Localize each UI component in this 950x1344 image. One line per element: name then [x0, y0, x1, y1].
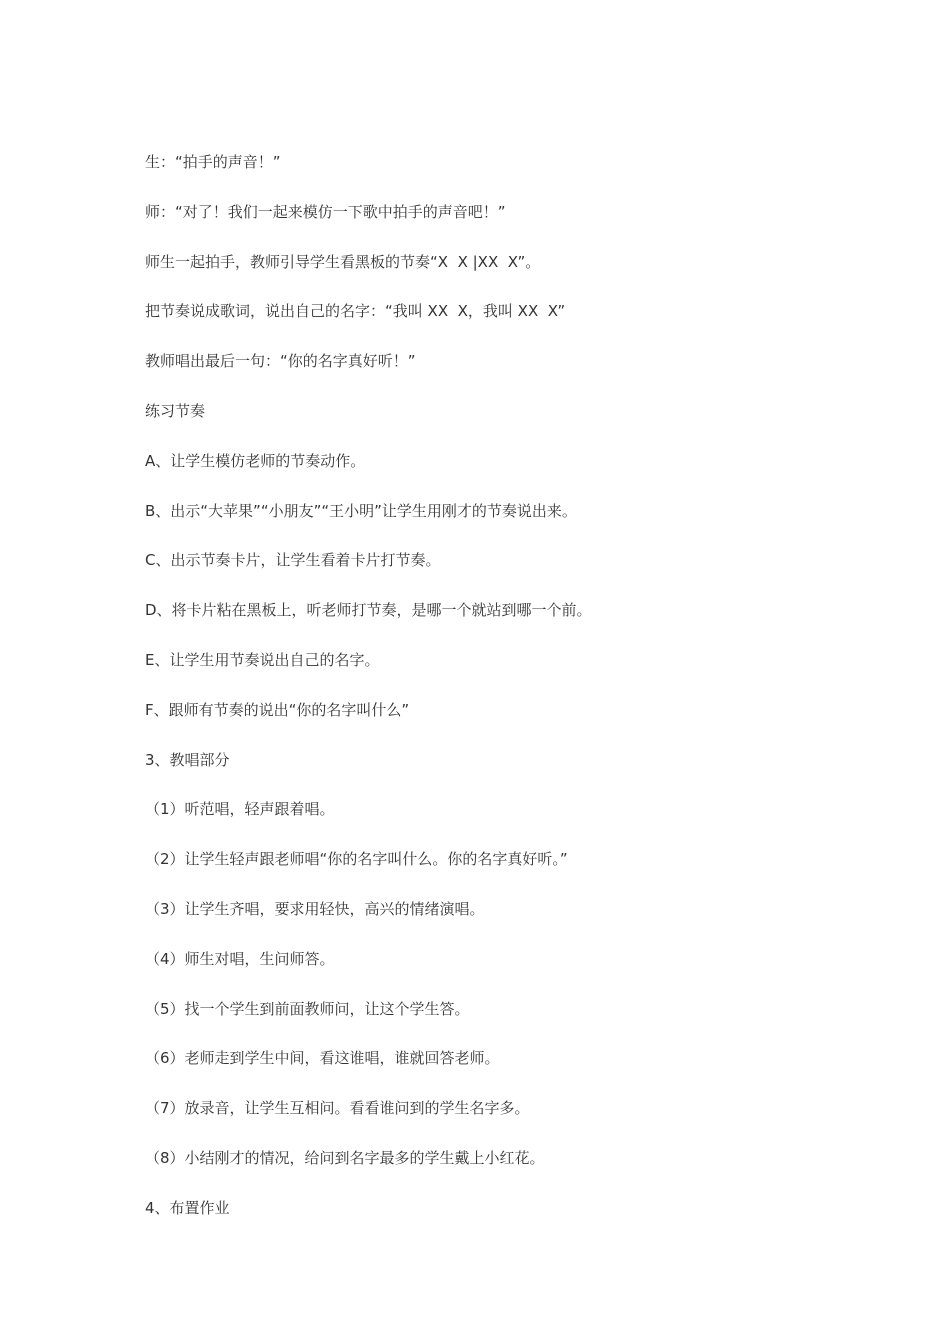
step-2: （2）让学生轻声跟老师唱“你的名字叫什么。你的名字真好听。” [145, 850, 568, 869]
list-item-d: D、将卡片粘在黑板上，听老师打节奏，是哪一个就站到哪一个前。 [145, 601, 592, 620]
paragraph-student-answer: 生：“拍手的声音！” [145, 153, 281, 171]
heading-homework: 4、布置作业 [145, 1198, 230, 1217]
list-item-f: F、跟师有节奏的说出“你的名字叫什么” [145, 700, 410, 719]
paragraph-teacher-reply: 师：“对了！我们一起来模仿一下歌中拍手的声音吧！” [145, 202, 506, 221]
list-item-c: C、出示节奏卡片，让学生看着卡片打节奏。 [145, 551, 441, 570]
paragraph-clap-rhythm: 师生一起拍手，教师引导学生看黑板的节奏“X X |XX X”。 [145, 252, 541, 271]
step-1: （1）听范唱，轻声跟着唱。 [145, 800, 335, 819]
paragraph-say-name: 把节奏说成歌词，说出自己的名字：“我叫 XX X，我叫 XX X” [145, 302, 566, 321]
step-5: （5）找一个学生到前面教师问，让这个学生答。 [145, 999, 470, 1018]
list-item-e: E、让学生用节奏说出自己的名字。 [145, 650, 380, 669]
step-7: （7）放录音，让学生互相问。看看谁问到的学生名字多。 [145, 1099, 530, 1118]
step-8: （8）小结刚才的情况，给问到名字最多的学生戴上小红花。 [145, 1148, 545, 1167]
paragraph-last-line: 教师唱出最后一句：“你的名字真好听！” [145, 352, 416, 371]
step-3: （3）让学生齐唱，要求用轻快，高兴的情绪演唱。 [145, 899, 485, 918]
heading-practice-rhythm: 练习节奏 [145, 401, 206, 420]
step-4: （4）师生对唱，生问师答。 [145, 949, 335, 968]
list-item-a: A、让学生模仿老师的节奏动作。 [145, 451, 366, 470]
list-item-b: B、出示“大苹果”“小朋友”“王小明”让学生用刚才的节奏说出来。 [145, 501, 577, 520]
document-body [145, 148, 905, 1244]
heading-teach-singing: 3、教唱部分 [145, 750, 230, 769]
step-6: （6）老师走到学生中间，看这谁唱，谁就回答老师。 [145, 1049, 500, 1068]
